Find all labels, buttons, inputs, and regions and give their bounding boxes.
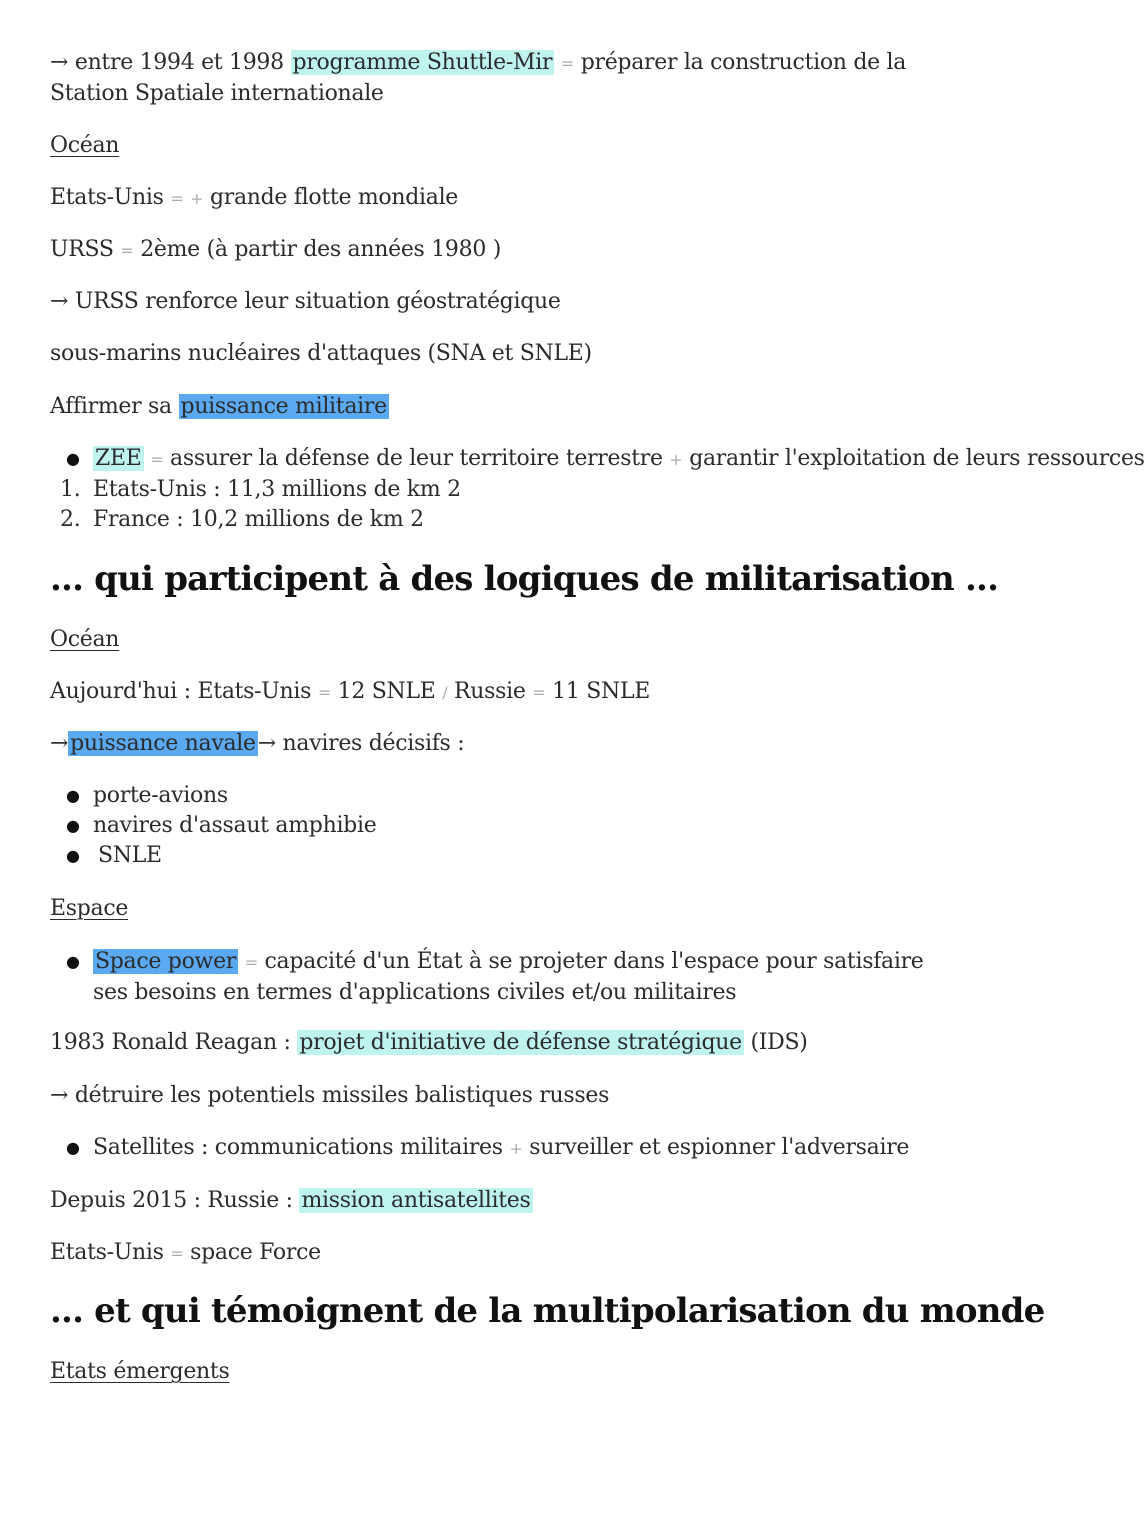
text-urss: URSS	[50, 237, 114, 262]
text-exploitation: garantir l'exploitation de leurs ressources	[682, 446, 1145, 471]
text-2nd: 2ème (à partir des années 1980 )	[140, 237, 501, 262]
text-ids: (IDS)	[743, 1030, 808, 1055]
text-space-power-definition: capacité d'un État à se projeter dans l'espace pour satisfaire ses besoins en termes d'applications civiles et/ou militaires	[93, 949, 924, 1005]
plus-sign: +	[509, 1139, 523, 1158]
line-space-force	[50, 1238, 321, 1269]
line-destroy-missiles	[50, 1081, 609, 1111]
equals-sign: =	[244, 953, 258, 972]
line-naval-power	[50, 729, 464, 759]
line-urss-2nd	[50, 235, 501, 266]
text-today-us: Aujourd'hui : Etats-Unis	[50, 679, 312, 704]
arrow-right-icon: →	[50, 1083, 69, 1108]
highlight-naval-power: puissance navale	[70, 731, 256, 756]
plus-sign: +	[669, 450, 683, 469]
equals-sign: =	[317, 683, 331, 702]
ships-list	[60, 781, 376, 871]
list-item	[60, 947, 963, 1008]
highlight-antisat: mission antisatellites	[301, 1188, 531, 1213]
text-us-area: Etats-Unis : 11,3 millions de km 2	[93, 477, 461, 502]
plus-sign: +	[190, 189, 204, 208]
subheading-ocean-2: Océan	[50, 627, 120, 652]
equals-sign: =	[150, 450, 164, 469]
list-number: 2.	[60, 507, 81, 532]
arrow-right-icon: →	[50, 731, 69, 756]
text-russie: Russie	[454, 679, 526, 704]
highlight-space-power: Space power	[95, 949, 236, 974]
text-since-2015: Depuis 2015 : Russie :	[50, 1188, 300, 1213]
text-destroy: détruire les potentiels missiles balistiques russes	[74, 1083, 610, 1108]
intro-text-1: entre 1994 et 1998	[74, 50, 291, 75]
list-item: ● porte-avions	[60, 781, 376, 811]
line-snle-count	[50, 677, 650, 708]
arrow-right-icon: →	[50, 50, 69, 75]
line-us-fleet	[50, 183, 458, 214]
highlight-shuttle-mir: programme Shuttle-Mir	[292, 50, 553, 75]
intro-text-2: préparer la construction de la Station Spatiale internationale	[50, 50, 907, 106]
text-reagan: 1983 Ronald Reagan :	[50, 1030, 298, 1055]
text-satellites: Satellites : communications militaires	[93, 1135, 510, 1160]
section-heading-multipolarisation: ... et qui témoignent de la multipolarisation du monde	[50, 1291, 1045, 1331]
equals-sign: =	[532, 683, 546, 702]
list-item: ● SNLE	[60, 841, 376, 871]
list-number: 1.	[60, 477, 81, 502]
text-us: Etats-Unis	[50, 185, 164, 210]
subheading-ocean-1: Océan	[50, 133, 120, 158]
list-item: ● navires d'assaut amphibie	[60, 811, 376, 841]
highlight-ids: projet d'initiative de défense stratégique	[299, 1030, 742, 1055]
subheading-emerging-states: Etats émergents	[50, 1359, 230, 1384]
line-russia-antisat	[50, 1186, 533, 1216]
intro-paragraph	[50, 48, 970, 109]
space-power-list	[60, 947, 963, 1008]
text-defense: assurer la défense de leur territoire terrestre	[163, 446, 670, 471]
text-surveillance: surveiller et espionner l'adversaire	[522, 1135, 910, 1160]
text-decisive-ships: navires décisifs :	[275, 731, 465, 756]
text-11-snle: 11 SNLE	[552, 679, 651, 704]
arrow-right-icon: →	[50, 289, 69, 314]
zee-list	[60, 444, 1145, 535]
list-item	[60, 444, 1145, 475]
line-reagan-ids	[50, 1028, 808, 1058]
text-us: Etats-Unis	[50, 1240, 164, 1265]
equals-sign: =	[560, 54, 574, 73]
text-affirmer: Affirmer sa	[50, 394, 179, 419]
list-item	[60, 1133, 909, 1164]
section-heading-militarisation: ... qui participent à des logiques de militarisation ...	[50, 559, 999, 599]
text-12-snle: 12 SNLE	[337, 679, 436, 704]
line-submarines: sous-marins nucléaires d'attaques (SNA et SNLE)	[50, 341, 592, 366]
highlight-zee: ZEE	[95, 446, 142, 471]
satellites-list	[60, 1133, 909, 1164]
text-geostrategic: URSS renforce leur situation géostratégique	[74, 289, 561, 314]
equals-sign: =	[120, 241, 134, 260]
equals-sign: =	[170, 1244, 184, 1263]
arrow-right-icon: →	[257, 731, 276, 756]
line-urss-geostrategic	[50, 287, 561, 317]
highlight-military-power: puissance militaire	[180, 394, 387, 419]
list-item	[60, 475, 1145, 505]
list-item	[60, 505, 1145, 535]
line-military-power	[50, 392, 389, 422]
text-fleet: grande flotte mondiale	[209, 185, 459, 210]
equals-sign: =	[170, 189, 184, 208]
slash-separator: /	[442, 683, 448, 702]
text-france-area: France : 10,2 millions de km 2	[93, 507, 424, 532]
subheading-espace: Espace	[50, 896, 129, 921]
text-space-force: space Force	[190, 1240, 321, 1265]
